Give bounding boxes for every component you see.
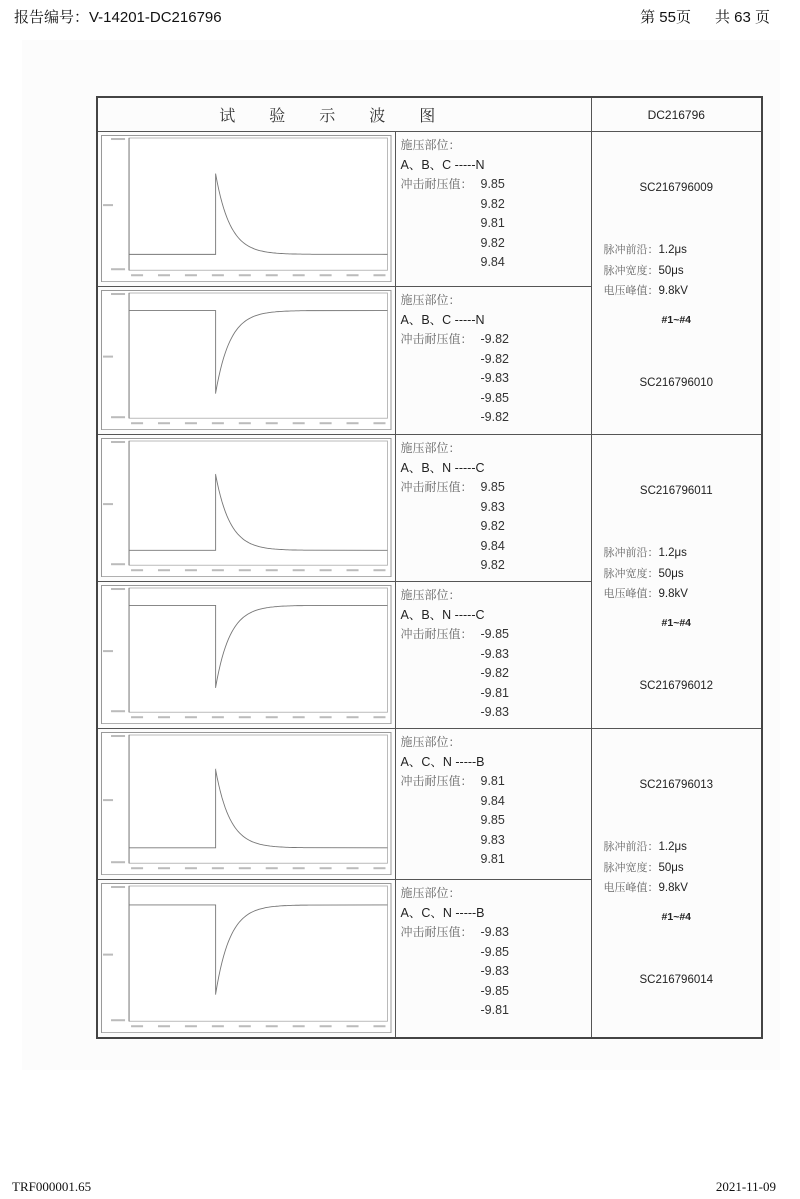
sample-id-negative: SC216796012: [639, 680, 714, 692]
withstand-value: -9.81: [480, 1003, 509, 1017]
withstand-values-cell: [395, 582, 591, 729]
current-page: 第 55页: [640, 9, 691, 26]
phase-config: A、C、N -----B: [400, 754, 485, 769]
sample-info-cell: [591, 729, 762, 1038]
sample-id-negative: SC216796010: [639, 377, 714, 389]
peak-value: 9.8kV: [658, 588, 688, 600]
withstand-label: [401, 1001, 481, 1021]
withstand-label: 冲击耐压值：: [400, 774, 473, 788]
rise-value: 1.2μs: [658, 244, 687, 256]
withstand-value: 9.84: [480, 793, 505, 808]
withstand-label: [401, 556, 481, 576]
rise-value: 1.2μs: [658, 841, 687, 853]
phase-config: A、B、C -----N: [400, 157, 485, 172]
withstand-label: [401, 850, 481, 870]
withstand-value: 9.84: [480, 538, 505, 553]
width-value: 50μs: [658, 264, 684, 277]
withstand-label: [401, 664, 481, 684]
withstand-value: -9.85: [480, 983, 509, 998]
location-label: 施压部位：: [400, 886, 461, 900]
withstand-value: 9.84: [480, 255, 505, 269]
withstand-label: [401, 703, 481, 723]
form-number: TRF000001.65: [12, 1179, 92, 1194]
rise-value: 1.2μs: [658, 547, 687, 559]
withstand-value: -9.85: [480, 390, 509, 405]
peak-label: 电压峰值：: [603, 284, 659, 297]
withstand-label: [401, 234, 481, 254]
withstand-label: [401, 389, 481, 409]
rise-label: 脉冲前沿：: [603, 840, 659, 853]
report-number: 报告编号：V-14201-DC216796: [14, 9, 222, 26]
withstand-label: [401, 811, 481, 831]
withstand-label: [401, 684, 481, 704]
withstand-value: -9.83: [480, 646, 509, 661]
sample-range: #1~#4: [661, 911, 692, 923]
withstand-label: [401, 498, 481, 518]
withstand-value: 9.82: [480, 558, 505, 572]
withstand-value: -9.82: [480, 666, 509, 680]
location-label: 施压部位：: [400, 138, 461, 152]
oscillogram-plot: [101, 732, 392, 875]
withstand-value: 9.85: [480, 480, 505, 494]
phase-config: A、B、N -----C: [400, 607, 485, 622]
oscillogram-plot: [101, 438, 392, 577]
withstand-value: 9.82: [480, 519, 505, 533]
withstand-label: [401, 350, 481, 370]
withstand-values-cell: [395, 435, 591, 582]
location-label: 施压部位：: [400, 588, 461, 602]
withstand-value: -9.85: [480, 944, 509, 959]
withstand-label: [401, 792, 481, 812]
withstand-value: 9.82: [480, 235, 505, 250]
withstand-label: [401, 645, 481, 665]
oscillogram-plot: [101, 290, 392, 430]
withstand-label: [401, 962, 481, 982]
withstand-label: [401, 831, 481, 851]
withstand-label: [401, 369, 481, 389]
sample-info-cell: [591, 435, 762, 729]
withstand-value: -9.82: [480, 410, 509, 424]
peak-value: 9.8kV: [658, 285, 688, 297]
withstand-label: 冲击耐压值：: [400, 480, 473, 494]
oscillogram-cell: [97, 132, 395, 287]
withstand-value: -9.82: [480, 332, 509, 346]
oscillogram-cell: [97, 729, 395, 880]
width-label: 脉冲宽度：: [603, 860, 659, 874]
withstand-values-cell: [395, 880, 591, 1038]
sample-id-positive: SC216796011: [639, 485, 713, 497]
withstand-value: -9.82: [480, 351, 509, 366]
withstand-value: 9.81: [480, 774, 505, 788]
width-label: 脉冲宽度：: [603, 566, 659, 580]
sample-id-positive: SC216796013: [639, 779, 714, 791]
peak-label: 电压峰值：: [603, 587, 659, 600]
waveform-row: [97, 435, 762, 582]
sample-id-positive: SC216796009: [639, 182, 714, 194]
withstand-value: -9.83: [480, 964, 509, 978]
withstand-label: 冲击耐压值：: [400, 177, 473, 191]
withstand-label: 冲击耐压值：: [400, 925, 473, 939]
footer-date: 2021-11-09: [715, 1179, 776, 1194]
location-label: 施压部位：: [400, 735, 461, 749]
total-pages: 共 63 页: [714, 9, 770, 26]
withstand-label: [401, 943, 481, 963]
withstand-value: 9.85: [480, 177, 505, 191]
withstand-value: 9.82: [480, 196, 505, 211]
withstand-label: [401, 982, 481, 1002]
withstand-values-cell: [395, 729, 591, 880]
withstand-label: [401, 408, 481, 428]
oscillogram-cell: [97, 287, 395, 435]
withstand-label: 冲击耐压值：: [400, 332, 473, 346]
page-indicator: [640, 6, 770, 27]
oscillogram-plot: [101, 883, 392, 1033]
withstand-value: 9.83: [480, 499, 505, 514]
withstand-value: -9.85: [480, 627, 509, 641]
withstand-label: [401, 214, 481, 234]
oscillogram-cell: [97, 880, 395, 1038]
withstand-value: 9.83: [480, 832, 505, 847]
withstand-value: -9.81: [480, 685, 509, 700]
peak-label: 电压峰值：: [603, 881, 659, 894]
oscillogram-cell: [97, 582, 395, 729]
withstand-value: 9.85: [480, 813, 505, 827]
withstand-label: [401, 537, 481, 557]
oscillogram-plot: [101, 135, 392, 282]
oscillogram-cell: [97, 435, 395, 582]
withstand-value: -9.83: [480, 371, 509, 385]
withstand-value: -9.83: [480, 925, 509, 939]
report-code: DC216796: [591, 97, 762, 132]
sample-id-negative: SC216796014: [639, 974, 714, 986]
rise-label: 脉冲前沿：: [603, 243, 659, 256]
pulse-params: [604, 240, 688, 302]
withstand-label: [401, 253, 481, 273]
width-label: 脉冲宽度：: [603, 263, 659, 277]
withstand-label: 冲击耐压值：: [400, 627, 473, 641]
phase-config: A、C、N -----B: [400, 905, 485, 920]
withstand-value: -9.83: [480, 705, 509, 719]
sample-info-cell: [591, 132, 762, 435]
waveform-row: [97, 132, 762, 287]
location-label: 施压部位：: [400, 441, 461, 455]
withstand-values-cell: [395, 132, 591, 287]
waveform-row: [97, 729, 762, 880]
withstand-value: 9.81: [480, 852, 505, 866]
phase-config: A、B、C -----N: [400, 312, 485, 327]
location-label: 施压部位：: [400, 293, 461, 307]
withstand-label: [401, 195, 481, 215]
width-value: 50μs: [658, 567, 684, 580]
withstand-value: 9.81: [480, 216, 505, 230]
withstand-values-cell: [395, 287, 591, 435]
phase-config: A、B、N -----C: [400, 460, 485, 475]
peak-value: 9.8kV: [658, 882, 688, 894]
sample-range: #1~#4: [661, 314, 692, 326]
table-title: 试验示波图: [97, 97, 591, 132]
rise-label: 脉冲前沿：: [603, 546, 659, 559]
pulse-params: [604, 543, 688, 605]
waveform-table: [96, 96, 763, 1039]
withstand-label: [401, 517, 481, 537]
width-value: 50μs: [658, 861, 684, 874]
pulse-params: [604, 837, 688, 899]
sample-range: #1~#4: [661, 617, 692, 629]
oscillogram-plot: [101, 585, 392, 724]
